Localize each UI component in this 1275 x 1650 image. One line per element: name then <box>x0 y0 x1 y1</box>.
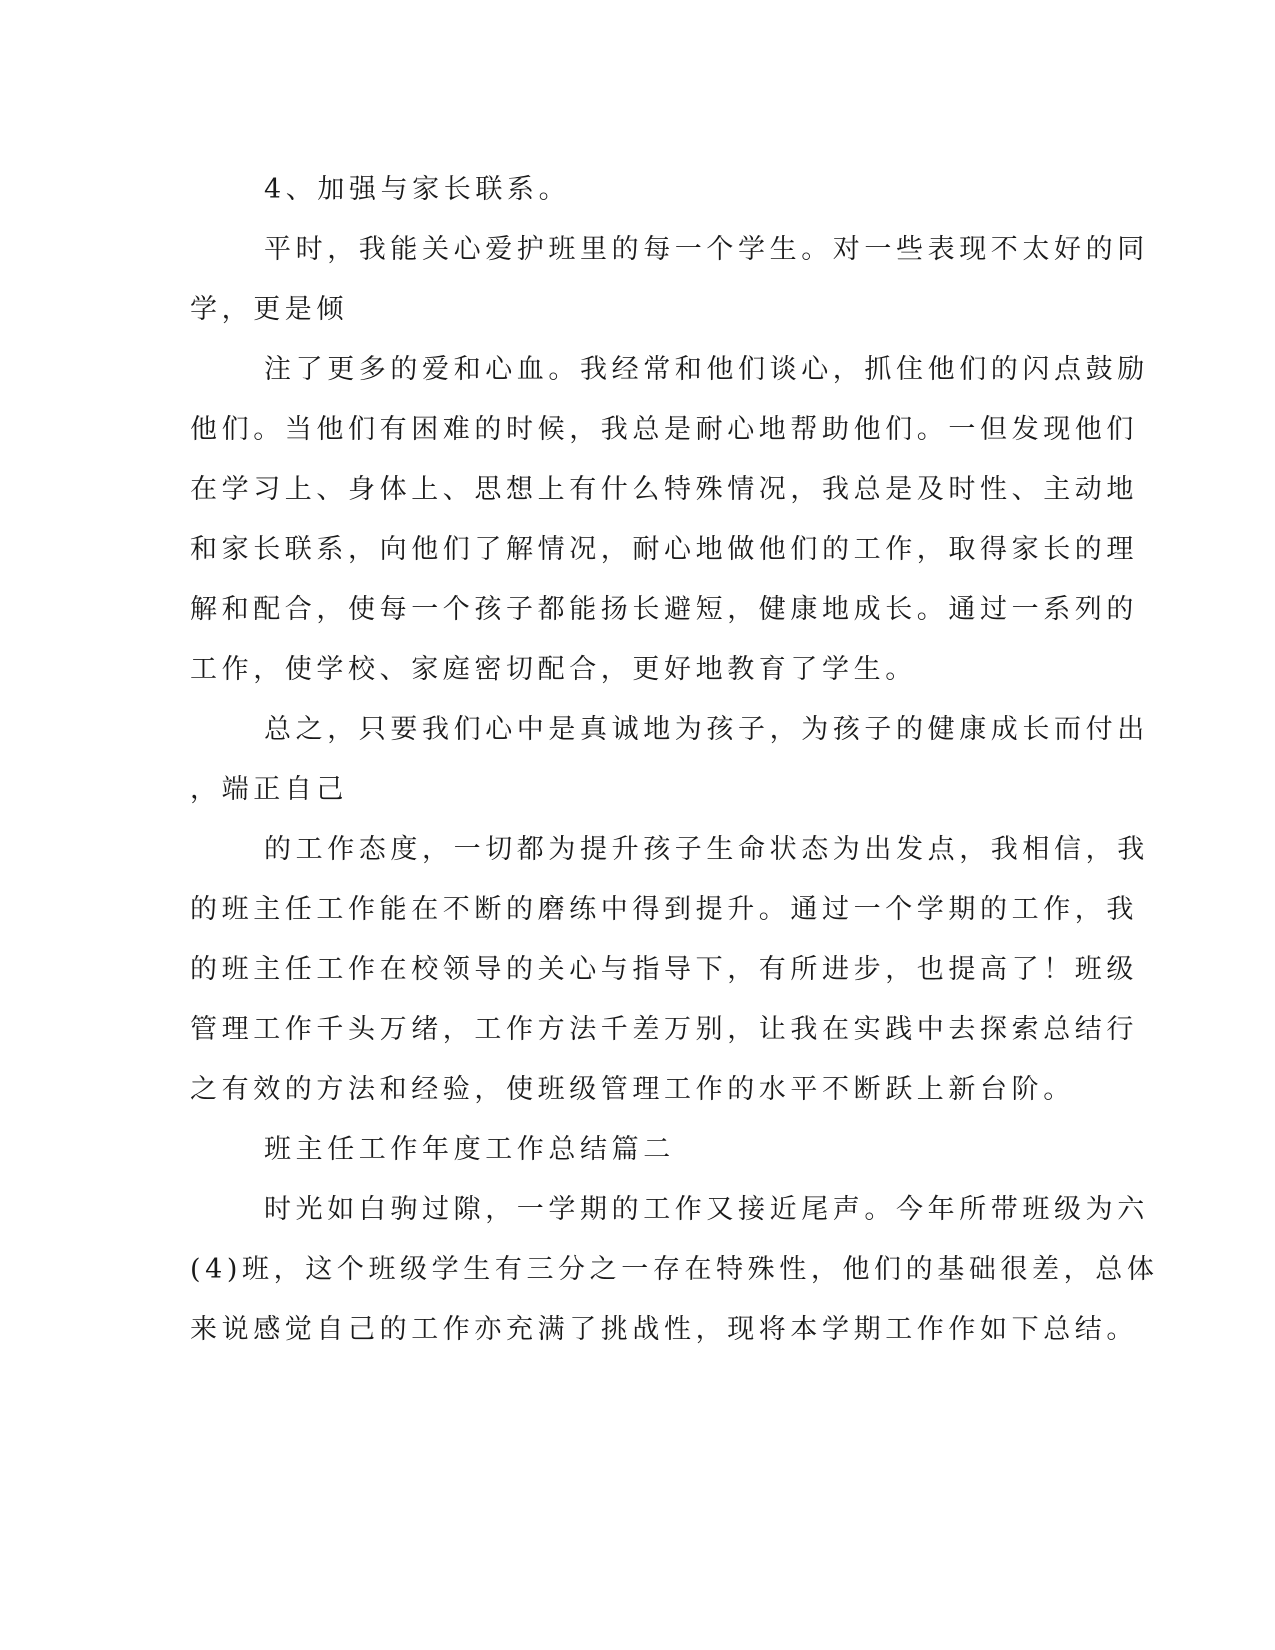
text-line: ，端正自己 <box>190 774 348 805</box>
text-line: 解和配合，使每一个孩子都能扬长避短，健康地成长。通过一系列的 <box>190 594 1138 625</box>
text-line: 他们。当他们有困难的时候，我总是耐心地帮助他们。一但发现他们 <box>190 414 1138 445</box>
section-title: 班主任工作年度工作总结篇二 <box>264 1134 675 1165</box>
text-line: 的工作态度，一切都为提升孩子生命状态为出发点，我相信，我 <box>264 834 1149 865</box>
text-line: 来说感觉自己的工作亦充满了挑战性，现将本学期工作作如下总结。 <box>190 1314 1138 1345</box>
text-line: 工作，使学校、家庭密切配合，更好地教育了学生。 <box>190 654 917 685</box>
text-line: 学，更是倾 <box>190 294 348 325</box>
paragraph-heading-4: 4、加强与家长联系。 <box>264 174 571 205</box>
text-line: 和家长联系，向他们了解情况，耐心地做他们的工作，取得家长的理 <box>190 534 1138 565</box>
text-line: 时光如白驹过隙，一学期的工作又接近尾声。今年所带班级为六 <box>264 1194 1149 1225</box>
text-line: 的班主任工作在校领导的关心与指导下，有所进步，也提高了！班级 <box>190 954 1138 985</box>
text-line: (4)班，这个班级学生有三分之一存在特殊性，他们的基础很差，总体 <box>190 1254 1159 1285</box>
text-line: 之有效的方法和经验，使班级管理工作的水平不断跃上新台阶。 <box>190 1074 1075 1105</box>
text-line: 总之，只要我们心中是真诚地为孩子，为孩子的健康成长而付出 <box>264 714 1149 745</box>
text-line: 的班主任工作能在不断的磨练中得到提升。通过一个学期的工作，我 <box>190 894 1138 925</box>
text-line: 平时，我能关心爱护班里的每一个学生。对一些表现不太好的同 <box>264 234 1149 265</box>
text-line: 注了更多的爱和心血。我经常和他们谈心，抓住他们的闪点鼓励 <box>264 354 1149 385</box>
text-line: 管理工作千头万绪，工作方法千差万别，让我在实践中去探索总结行 <box>190 1014 1138 1045</box>
text-line: 在学习上、身体上、思想上有什么特殊情况，我总是及时性、主动地 <box>190 474 1138 505</box>
